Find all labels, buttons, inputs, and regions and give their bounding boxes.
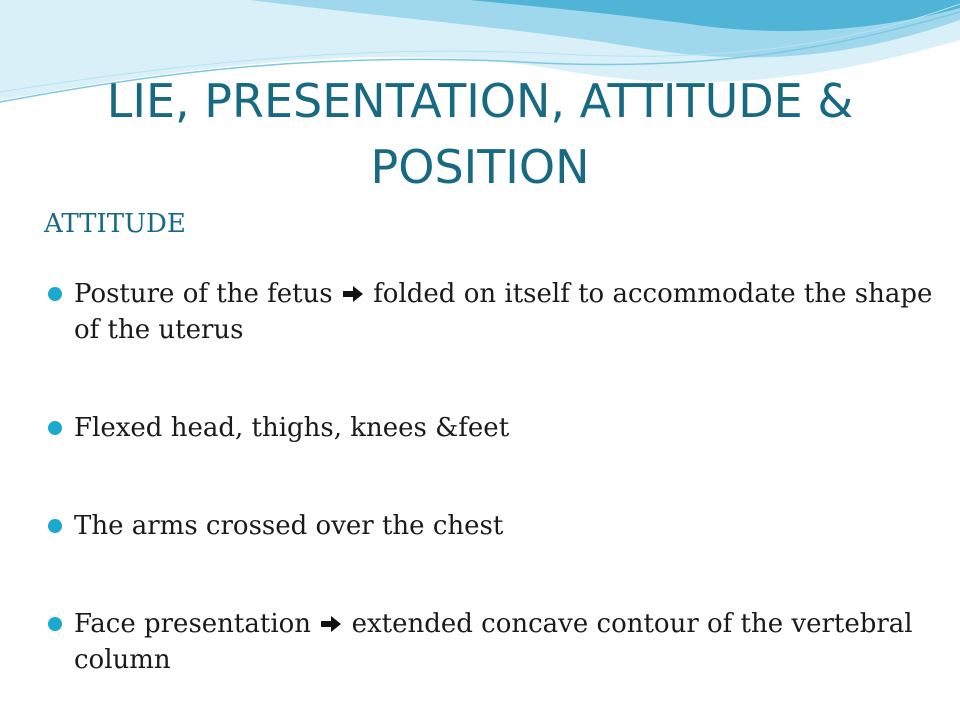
right-arrow-icon xyxy=(341,285,365,303)
bullet-dot-icon xyxy=(48,617,62,631)
section-heading: ATTITUDE xyxy=(44,209,186,239)
bullet-dot-icon xyxy=(48,287,62,301)
slide-title: LIE, PRESENTATION, ATTITUDE & POSITION xyxy=(106,74,854,194)
bullet-text: Flexed head, thighs, knees &feet xyxy=(74,413,510,443)
bullet-text-after: extended concave contour of the vertebral column xyxy=(74,609,913,675)
bullet-item xyxy=(44,606,944,678)
bullet-dot-icon xyxy=(48,421,62,435)
bullet-text-before: Posture of the fetus xyxy=(74,279,333,309)
bullet-text: The arms crossed over the chest xyxy=(74,511,504,541)
bullet-text-after: folded on itself to accommodate the shape of the uterus xyxy=(74,279,933,345)
right-arrow-icon xyxy=(319,615,343,633)
bullet-item xyxy=(44,508,944,544)
bullet-list xyxy=(44,276,944,678)
bullet-dot-icon xyxy=(48,519,62,533)
bullet-item xyxy=(44,276,944,348)
bullet-item xyxy=(44,410,944,446)
bullet-text-before: Face presentation xyxy=(74,609,312,639)
